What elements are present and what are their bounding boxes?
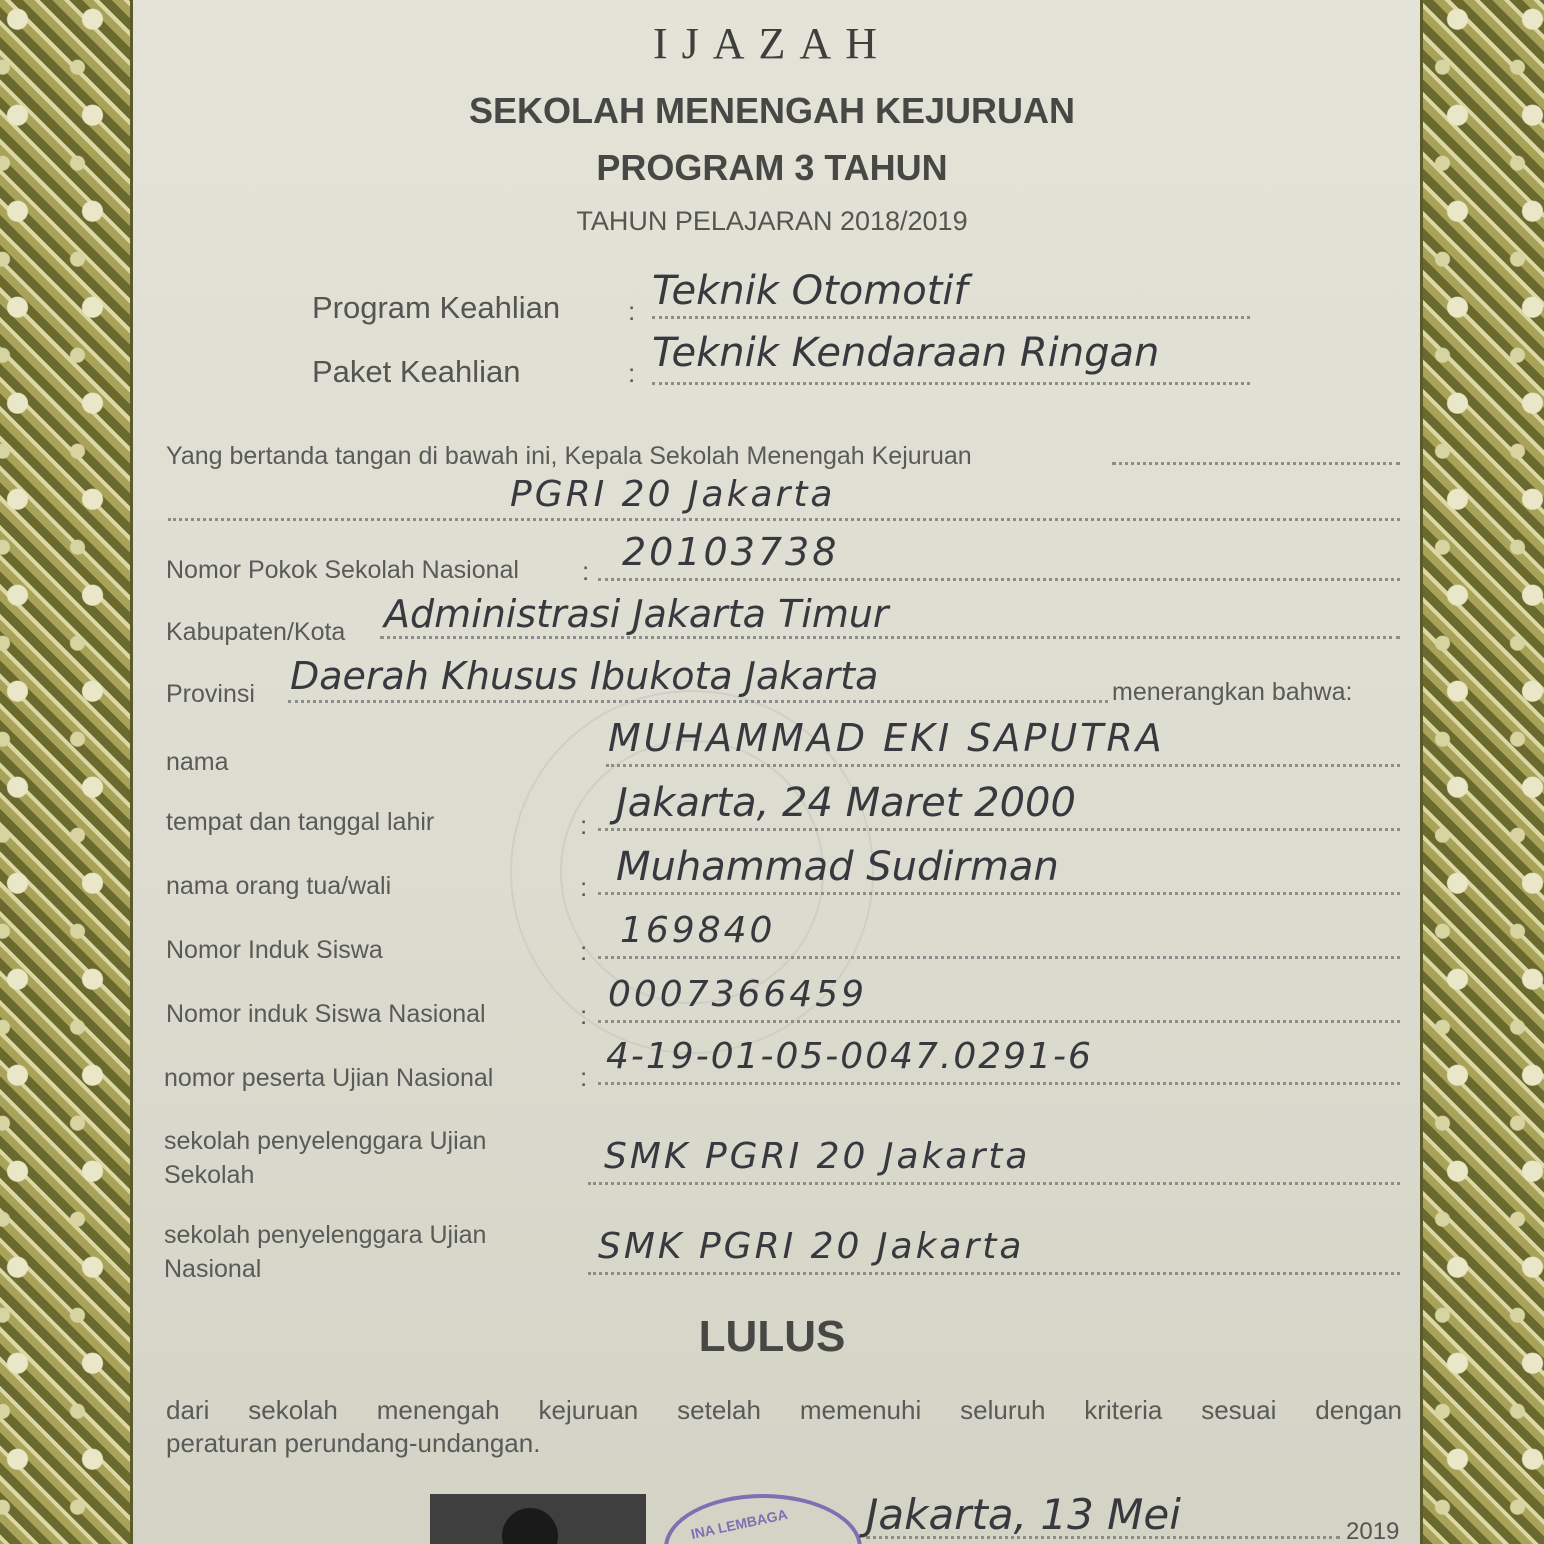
school-name-line — [168, 518, 1400, 521]
statement-line-2: peraturan perundang-undangan. — [166, 1428, 541, 1458]
ttl-line — [598, 828, 1400, 831]
nisn-value: 0007366459 — [608, 974, 868, 1015]
photo-head-silhouette — [502, 1508, 558, 1544]
nisn-label: Nomor induk Siswa Nasional — [166, 1000, 486, 1028]
orang-tua-value: Muhammad Sudirman — [616, 844, 1059, 890]
us-school-value: SMK PGRI 20 Jakarta — [604, 1136, 1031, 1177]
student-photo — [430, 1494, 646, 1544]
nama-value: MUHAMMAD EKI SAPUTRA — [608, 716, 1165, 760]
school-name-value: PGRI 20 Jakarta — [510, 474, 836, 515]
provinsi-line — [288, 700, 1108, 703]
stamp-text: INA LEMBAGA — [689, 1505, 789, 1543]
un-number-line — [598, 1082, 1400, 1085]
signing-year: 2019 — [1346, 1518, 1400, 1544]
orang-tua-line — [598, 892, 1400, 895]
place-date-value: Jakarta, 13 Mei — [866, 1490, 1181, 1539]
nama-line — [606, 764, 1400, 767]
school-type-heading: SEKOLAH MENENGAH KEJURUAN — [468, 90, 1076, 131]
un-school-label: sekolah penyelenggara Ujian Nasional — [164, 1221, 487, 1283]
program-keahlian-label: Program Keahlian — [312, 290, 561, 325]
npsn-line — [598, 578, 1400, 581]
intro-line — [1112, 462, 1400, 465]
us-school-label: sekolah penyelenggara Ujian Sekolah — [164, 1127, 487, 1189]
un-number-value: 4-19-01-05-0047.0291-6 — [606, 1036, 1093, 1077]
paket-keahlian-label: Paket Keahlian — [312, 354, 521, 389]
certificate-title: IJAZAH — [653, 19, 891, 68]
colon: : — [580, 810, 588, 840]
academic-year: TAHUN PELAJARAN 2018/2019 — [576, 206, 968, 236]
nis-label: Nomor Induk Siswa — [166, 936, 383, 964]
colon: : — [580, 1062, 588, 1092]
un-number-label: nomor peserta Ujian Nasional — [164, 1064, 494, 1092]
statement-line-1: dari sekolah menengah kejuruan setelah memenuhi seluruh kriteria sesuai dengan — [166, 1395, 1402, 1425]
us-school-line — [588, 1182, 1400, 1185]
orang-tua-label: nama orang tua/wali — [166, 872, 392, 900]
colon: : — [580, 1000, 588, 1030]
provinsi-label: Provinsi — [166, 680, 255, 708]
kabupaten-value: Administrasi Jakarta Timur — [384, 592, 889, 636]
ttl-label: tempat dan tanggal lahir — [166, 808, 435, 836]
intro-text: Yang bertanda tangan di bawah ini, Kepala Sekolah Menengah Kejuruan — [166, 442, 972, 470]
program-keahlian-value: Teknik Otomotif — [652, 268, 968, 314]
paket-keahlian-line — [652, 382, 1250, 385]
un-school-line — [588, 1272, 1400, 1275]
program-heading: PROGRAM 3 TAHUN — [596, 147, 948, 188]
nisn-line — [598, 1020, 1400, 1023]
colon: : — [580, 936, 588, 966]
ttl-value: Jakarta, 24 Maret 2000 — [616, 780, 1076, 826]
status-lulus: LULUS — [698, 1312, 846, 1361]
nis-line — [598, 956, 1400, 959]
provinsi-value: Daerah Khusus Ibukota Jakarta — [290, 654, 879, 698]
colon: : — [580, 872, 588, 902]
npsn-value: 20103738 — [622, 530, 840, 574]
kabupaten-label: Kabupaten/Kota — [166, 618, 346, 646]
nis-value: 169840 — [620, 910, 776, 951]
un-school-value: SMK PGRI 20 Jakarta — [598, 1226, 1025, 1267]
npsn-label: Nomor Pokok Sekolah Nasional — [166, 556, 519, 584]
colon: : — [628, 296, 636, 326]
place-date-line — [866, 1536, 1340, 1539]
menerangkan-text: menerangkan bahwa: — [1112, 678, 1353, 706]
nama-label: nama — [166, 748, 229, 776]
kabupaten-line — [380, 636, 1400, 639]
colon: : — [582, 556, 590, 586]
paket-keahlian-value: Teknik Kendaraan Ringan — [652, 330, 1160, 376]
program-keahlian-line — [652, 316, 1250, 319]
colon: : — [628, 358, 636, 388]
